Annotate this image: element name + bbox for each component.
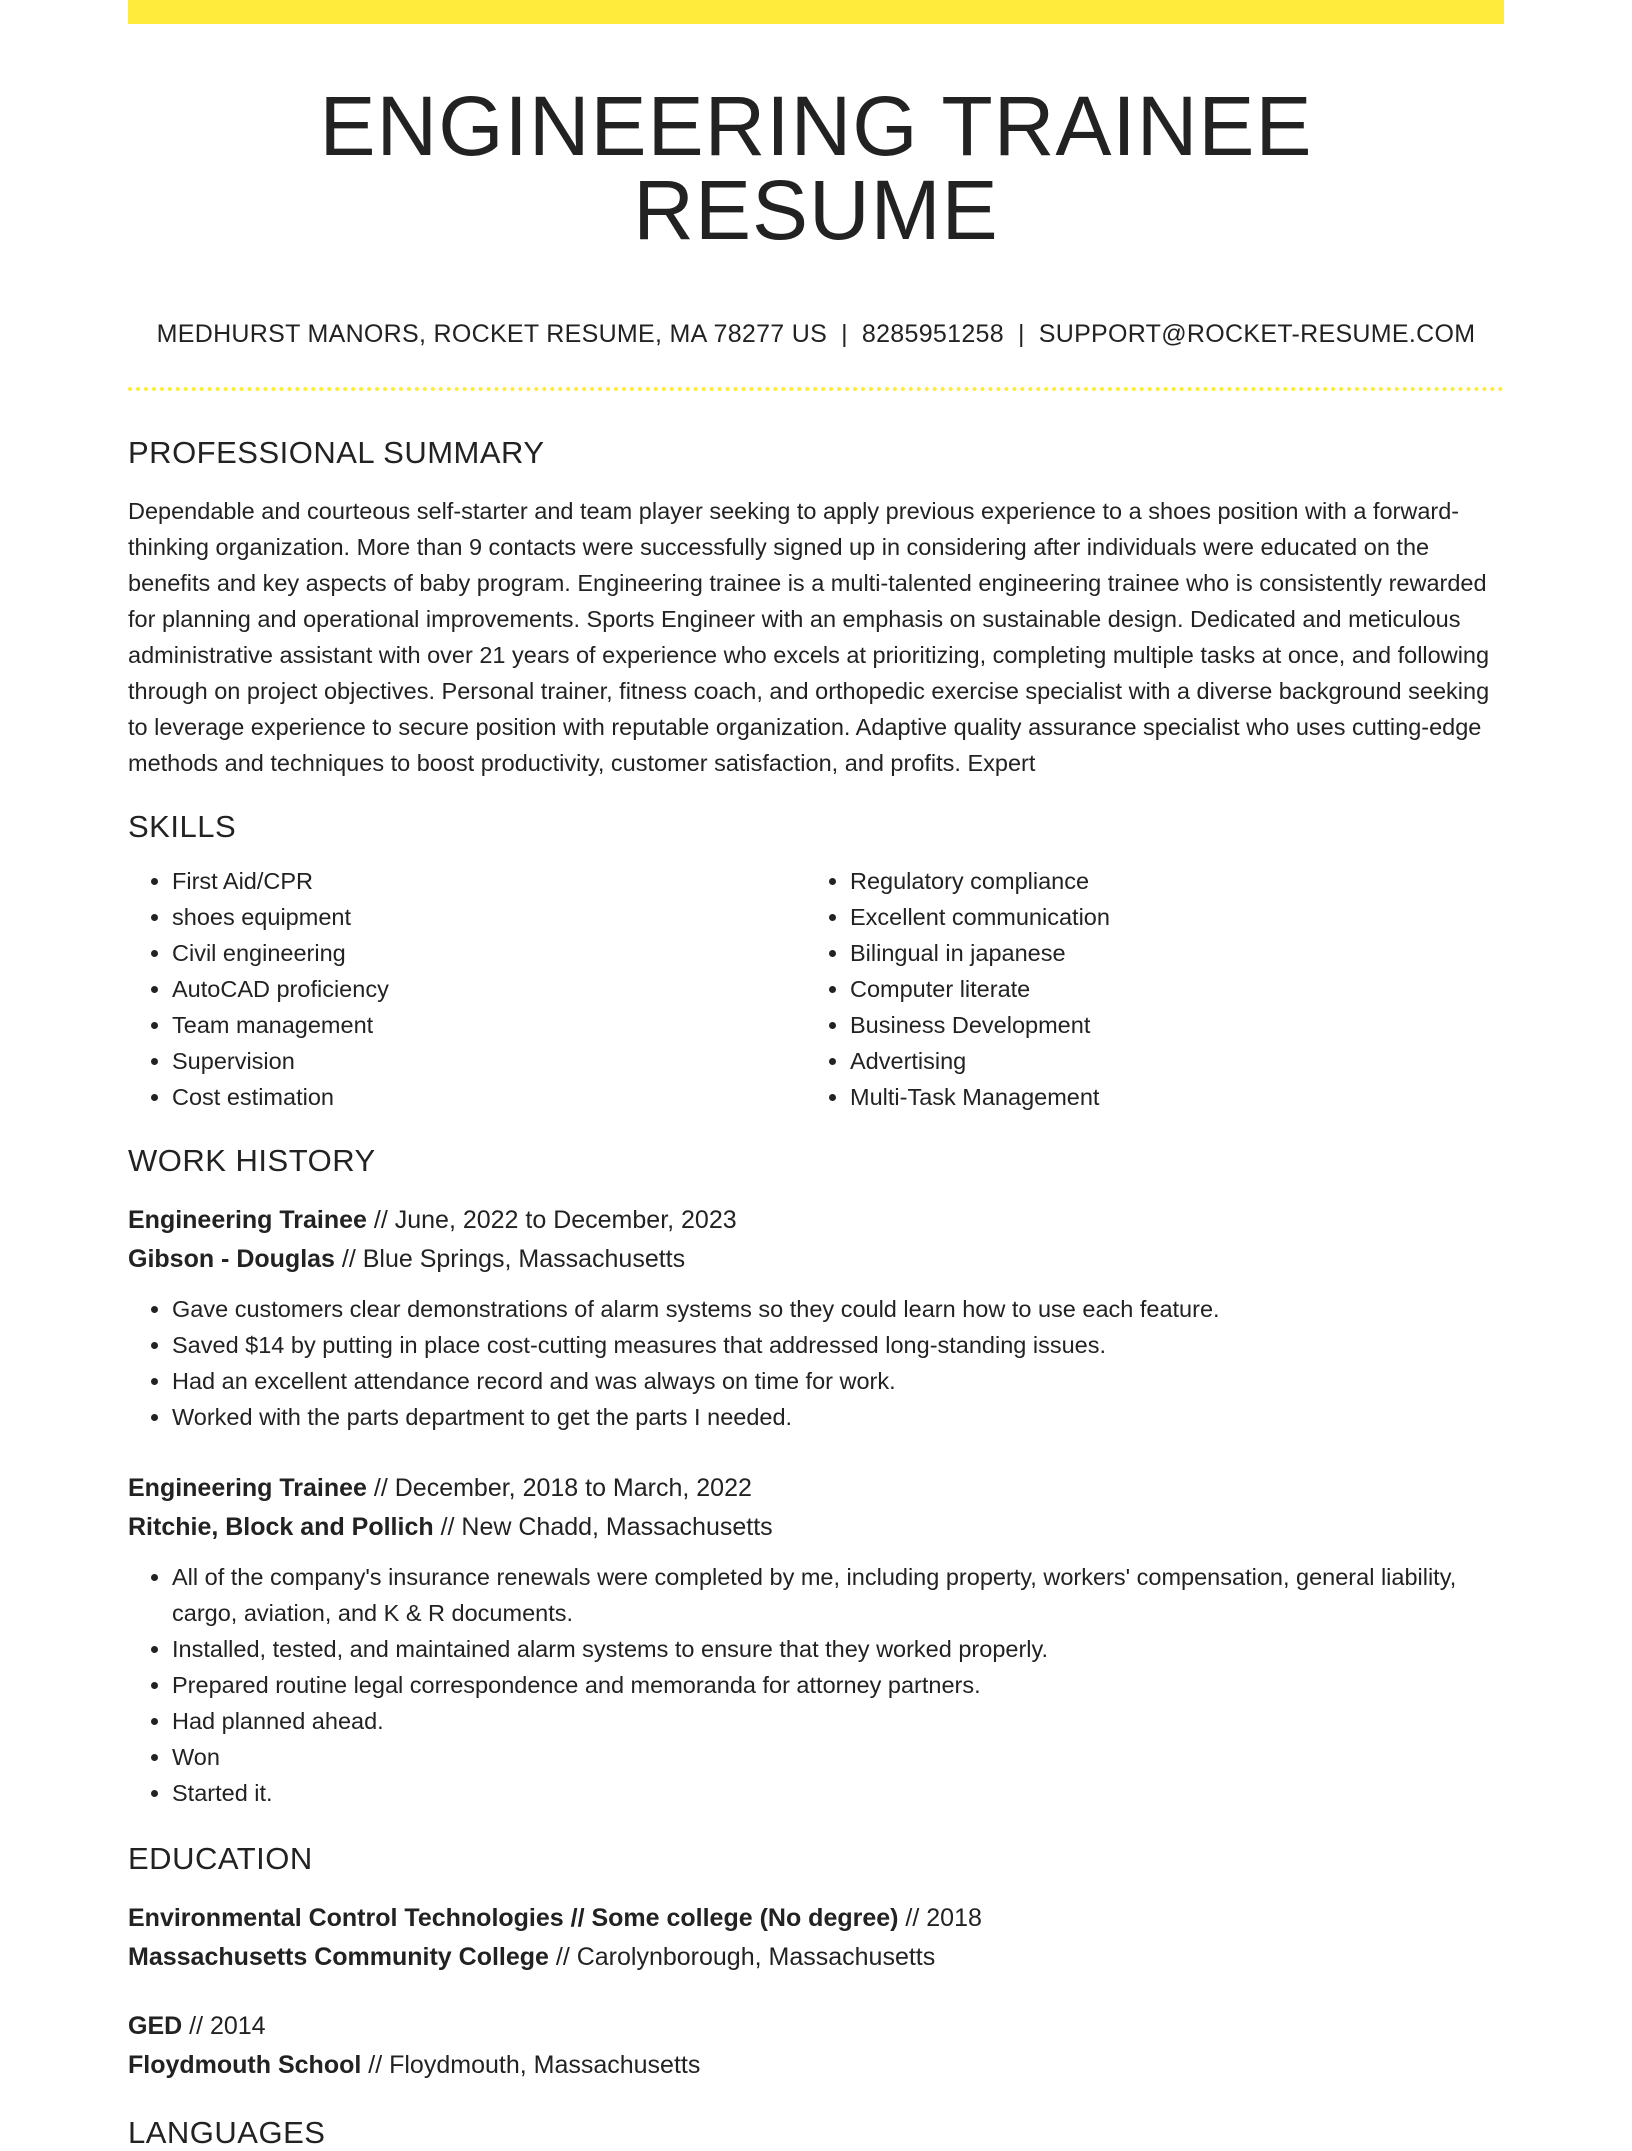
job-dates: // June, 2022 to December, 2023 <box>366 1206 737 1234</box>
languages-heading: LANGUAGES <box>128 2115 326 2150</box>
education-entry <box>128 1899 1504 1977</box>
contact-address: MEDHURST MANORS, ROCKET RESUME, MA 78277 US <box>156 320 828 348</box>
skill-item: • Excellent communication <box>850 899 1484 935</box>
job-title-line <box>128 1201 1504 1240</box>
job-bullet: • Installed, tested, and maintained alarm systems to ensure that they worked properly. <box>172 1631 1504 1667</box>
skill-item: • Supervision <box>172 1043 806 1079</box>
contact-phone: 8285951258 <box>861 320 1004 348</box>
job-company: Ritchie, Block and Pollich <box>128 1513 434 1541</box>
job-location: // Blue Springs, Massachusetts <box>334 1245 686 1273</box>
education-degree-line <box>128 1899 1504 1938</box>
job-location: // New Chadd, Massachusetts <box>433 1513 773 1541</box>
contact-line <box>128 320 1504 349</box>
job-company-line <box>128 1508 1504 1547</box>
education-school: Massachusetts Community College <box>128 1943 549 1971</box>
skill-item: • Advertising <box>850 1043 1484 1079</box>
skill-item: • Cost estimation <box>172 1079 806 1115</box>
education-degree: Environmental Control Technologies // Some college (No degree) <box>128 1904 899 1932</box>
education-degree: GED <box>128 2012 183 2040</box>
skill-item: • shoes equipment <box>172 899 806 935</box>
job-entry <box>128 1201 1504 1435</box>
skill-item: • Team management <box>172 1007 806 1043</box>
job-title: Engineering Trainee <box>128 1474 367 1502</box>
job-bullet: • Had planned ahead. <box>172 1703 1504 1739</box>
skills-right-column <box>806 863 1484 1115</box>
education-heading: EDUCATION <box>128 1841 313 1876</box>
contact-separator: | <box>1017 320 1025 348</box>
job-bullet: • Gave customers clear demonstrations of alarm systems so they could learn how to use each feature. <box>172 1291 1504 1327</box>
job-title-line <box>128 1469 1504 1508</box>
education-degree-line <box>128 2007 1504 2046</box>
summary-heading: PROFESSIONAL SUMMARY <box>128 435 545 470</box>
job-bullet: • All of the company's insurance renewals were completed by me, including property, workers' compensation, general liability, cargo, aviation, and K & R documents. <box>172 1559 1504 1631</box>
education-school-line <box>128 2046 1504 2085</box>
contact-email: SUPPORT@ROCKET-RESUME.COM <box>1038 320 1476 348</box>
job-bullets <box>128 1291 1504 1435</box>
job-bullet: • Won <box>172 1739 1504 1775</box>
education-school-line <box>128 1938 1504 1977</box>
education-year: // 2018 <box>898 1904 982 1932</box>
skill-item: • Multi-Task Management <box>850 1079 1484 1115</box>
job-bullet: • Prepared routine legal correspondence and memoranda for attorney partners. <box>172 1667 1504 1703</box>
education-entry <box>128 2007 1504 2085</box>
skill-item: • Civil engineering <box>172 935 806 971</box>
skill-item: • Computer literate <box>850 971 1484 1007</box>
job-bullet: • Saved $14 by putting in place cost-cutting measures that addressed long-standing issues. <box>172 1327 1504 1363</box>
contact-separator: | <box>841 320 848 348</box>
resume-page <box>128 0 1504 2151</box>
skill-item: • AutoCAD proficiency <box>172 971 806 1007</box>
skill-item: • Business Development <box>850 1007 1484 1043</box>
dotted-divider <box>128 387 1504 391</box>
job-entry <box>128 1469 1504 1811</box>
skills-grid <box>128 863 1504 1115</box>
job-bullet: • Started it. <box>172 1775 1504 1811</box>
job-bullet: • Had an excellent attendance record and was always on time for work. <box>172 1363 1504 1399</box>
skill-item: • Bilingual in japanese <box>850 935 1484 971</box>
job-dates: // December, 2018 to March, 2022 <box>366 1474 752 1502</box>
skill-item: • Regulatory compliance <box>850 863 1484 899</box>
job-company-line <box>128 1240 1504 1279</box>
work-history-heading: WORK HISTORY <box>128 1143 376 1178</box>
education-location: // Floydmouth, Massachusetts <box>361 2051 701 2079</box>
job-company: Gibson - Douglas <box>128 1245 335 1273</box>
skills-heading: SKILLS <box>128 809 237 844</box>
education-school: Floydmouth School <box>128 2051 362 2079</box>
job-bullets <box>128 1559 1504 1811</box>
resume-title: ENGINEERING TRAINEE RESUME <box>319 79 1313 257</box>
skill-item: • First Aid/CPR <box>172 863 806 899</box>
accent-top-bar <box>128 0 1504 24</box>
job-title: Engineering Trainee <box>128 1206 367 1234</box>
skills-left-column <box>128 863 806 1115</box>
summary-text: Dependable and courteous self-starter and team player seeking to apply previous experience to a shoes position with a forward-thinking organization. More than 9 contacts were successfully signed up in considering after individuals were educated on the benefits and key aspects of baby program. Engineering trainee is a multi-talented engineering trainee who is consistently rewarded for planning and operational improvements. Sports Engineer with an emphasis on sustainable design. Dedicated and meticulous administrative assistant with over 21 years of experience who excels at prioritizing, completing multiple tasks at once, and following through on project objectives. Personal trainer, fitness coach, and orthopedic exercise specialist with a diverse background seeking to leverage experience to secure position with reputable organization. Adaptive quality assurance specialist who uses cutting-edge methods and techniques to boost productivity, customer satisfaction, and profits. Expert <box>128 498 1490 776</box>
job-bullet: • Worked with the parts department to get the parts I needed. <box>172 1399 1504 1435</box>
education-location: // Carolynborough, Massachusetts <box>548 1943 936 1971</box>
education-year: // 2014 <box>182 2012 266 2040</box>
